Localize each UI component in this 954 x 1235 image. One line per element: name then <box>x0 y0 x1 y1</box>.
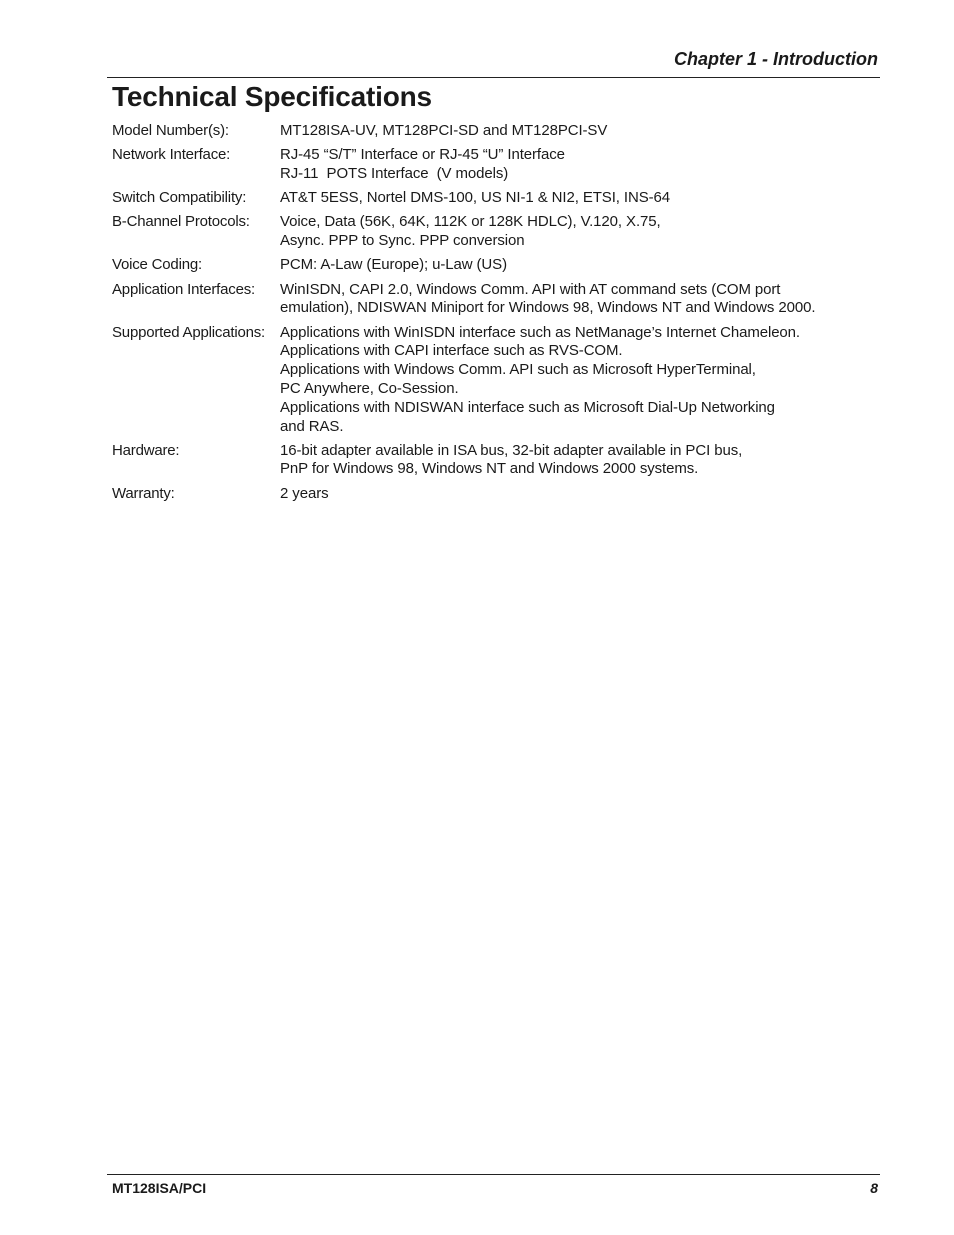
spec-line: 16-bit adapter available in ISA bus, 32-bit adapter available in PCI bus, <box>280 441 743 459</box>
spec-line: WinISDN, CAPI 2.0, Windows Comm. API with AT command sets (COM port <box>280 280 781 298</box>
spec-value <box>280 189 872 208</box>
spec-value <box>280 146 872 184</box>
spec-line: AT&T 5ESS, Nortel DMS-100, US NI-1 & NI2, ETSI, INS-64 <box>280 189 670 207</box>
spec-label: Model Number(s): <box>112 122 229 139</box>
spec-line: MT128ISA-UV, MT128PCI-SD and MT128PCI-SV <box>280 122 608 139</box>
spec-row-switch-compatibility <box>112 189 872 208</box>
spec-line: emulation), NDISWAN Miniport for Windows 98, Windows NT and Windows 2000. <box>280 299 816 317</box>
spec-value <box>280 256 872 275</box>
running-header-chapter: Chapter 1 - Introduction <box>674 49 878 69</box>
spec-value <box>280 485 872 504</box>
spec-line: Async. PPP to Sync. PPP conversion <box>280 232 525 250</box>
spec-line: and RAS. <box>280 417 344 435</box>
spec-label: Application Interfaces: <box>112 280 255 298</box>
spec-label: Switch Compatibility: <box>112 189 247 207</box>
spec-row-application-interfaces <box>112 281 872 319</box>
spec-row-hardware <box>112 442 872 480</box>
spec-line: Voice, Data (56K, 64K, 112K or 128K HDLC), V.120, X.75, <box>280 213 661 231</box>
spec-label: B-Channel Protocols: <box>112 213 250 231</box>
spec-label: Voice Coding: <box>112 256 202 274</box>
header-rule <box>107 77 880 78</box>
spec-row-model-number <box>112 122 872 141</box>
page-title: Technical Specifications <box>112 81 432 112</box>
spec-value <box>280 122 872 141</box>
footer-rule <box>107 1174 880 1175</box>
spec-row-b-channel-protocols <box>112 213 872 251</box>
spec-value <box>280 324 872 437</box>
spec-line: PnP for Windows 98, Windows NT and Windows 2000 systems. <box>280 460 699 478</box>
spec-line: PCM: A-Law (Europe); u-Law (US) <box>280 256 507 274</box>
spec-value <box>280 442 872 480</box>
spec-row-voice-coding <box>112 256 872 275</box>
spec-line: PC Anywhere, Co-Session. <box>280 379 459 397</box>
footer-page-number: 8 <box>870 1180 878 1196</box>
spec-label: Warranty: <box>112 484 175 502</box>
spec-row-network-interface <box>112 146 872 184</box>
spec-label: Hardware: <box>112 441 180 459</box>
spec-line: RJ-45 “S/T” Interface or RJ-45 “U” Interface <box>280 146 565 164</box>
spec-line: RJ-11 POTS Interface (V models) <box>280 164 509 182</box>
spec-line: Applications with CAPI interface such as RVS-COM. <box>280 342 623 360</box>
spec-row-warranty <box>112 485 872 504</box>
spec-line: 2 years <box>280 484 329 502</box>
spec-row-supported-applications <box>112 324 872 437</box>
spec-list <box>112 122 872 509</box>
spec-line: Applications with NDISWAN interface such as Microsoft Dial-Up Networking <box>280 398 775 416</box>
spec-line: Applications with Windows Comm. API such as Microsoft HyperTerminal, <box>280 361 756 379</box>
spec-label: Network Interface: <box>112 146 231 164</box>
spec-label: Supported Applications: <box>112 323 266 341</box>
footer-product-name: MT128ISA/PCI <box>112 1180 207 1196</box>
spec-value <box>280 213 872 251</box>
spec-value <box>280 281 872 319</box>
spec-line: Applications with WinISDN interface such as NetManage’s Internet Chameleon. <box>280 323 800 341</box>
